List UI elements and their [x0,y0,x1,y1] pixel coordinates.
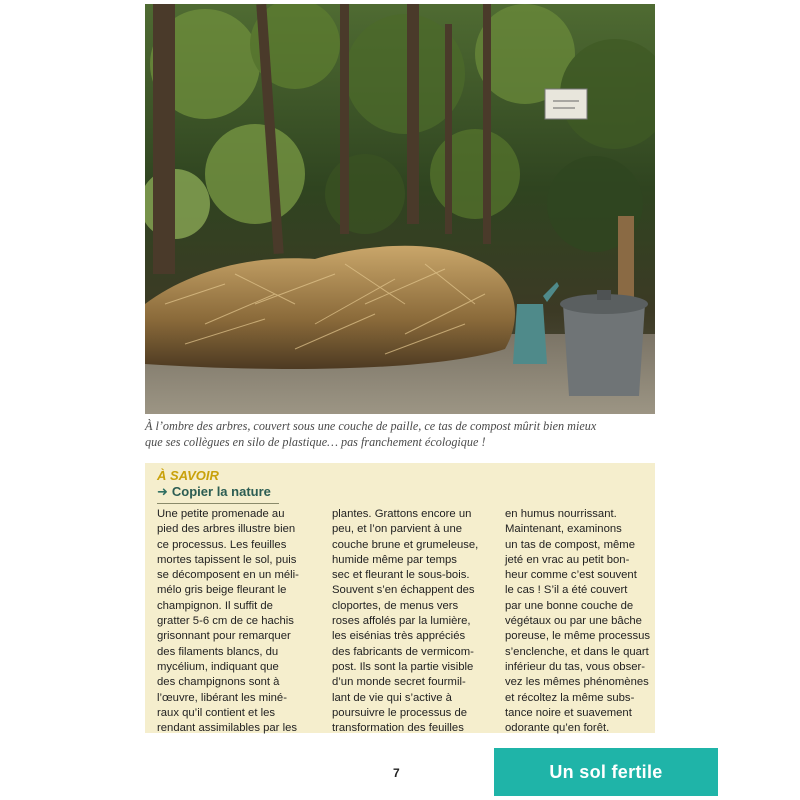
text-line: un tas de compost, même [505,538,635,551]
text-line: se décomposent en un méli- [157,569,299,582]
page-number: 7 [393,766,400,780]
text-line: vez les mêmes phénomènes [505,676,649,689]
text-line: pied des arbres illustre bien [157,523,296,536]
text-line: mortes tapissent le sol, puis [157,553,297,566]
box-title: Copier la nature [171,484,271,499]
text-line: Une petite promenade au [157,508,285,520]
caption-line-2: que ses collègues en silo de plastique… pas franchement écologique ! [145,435,486,449]
photo-caption [145,418,645,450]
text-line: plantes. Grattons encore un [332,508,472,520]
text-line: des fabricants de vermicom- [332,645,474,658]
text-line: jeté en vrac au petit bon- [505,553,630,566]
text-line: lant de vie qui s’active à [332,691,452,704]
text-line: d’un monde secret fourmil- [332,676,466,689]
text-line: l’œuvre, libérant les miné- [157,691,287,704]
text-line: mycélium, indiquant que [157,660,279,673]
text-line: rendant assimilables par les [157,722,298,735]
compost-photo [145,4,655,414]
text-line: par une bonne couche de [505,599,634,612]
text-line: humide même par temps [332,553,457,566]
text-line: Souvent s’en échappent des [332,584,475,597]
text-line: transformation des feuilles [332,722,464,735]
text-line: s’enclenche, et dans le quart [505,645,649,658]
text-line: Maintenant, examinons [505,523,622,536]
compost-pile-in-forest-photo [145,4,655,414]
text-line: des champignons sont à [157,676,280,689]
text-line: ce processus. Les feuilles [157,538,287,551]
text-line: et récoltez la même subs- [505,691,635,704]
text-line: sec et fleurant le sous-bois. [332,569,470,582]
caption-line-1: À l’ombre des arbres, couvert sous une couche de paille, ce tas de compost mûrit bien mieux [145,419,597,433]
arrow-right-icon: ➜ [157,484,168,499]
text-line: peu, et l’on parvient à une [332,523,463,536]
text-line: en humus nourrissant. [505,508,617,520]
text-line: post. Ils sont la partie visible [332,660,474,673]
text-line: poursuivre le processus de [332,706,468,719]
text-line: les eisénias très appréciés [332,630,466,643]
box-title-row [157,483,279,504]
box-kicker: À SAVOIR [157,468,219,483]
text-column-2 [332,507,482,736]
text-line: poreuse, le même processus [505,630,651,643]
text-line: heur comme c’est souvent [505,569,637,582]
text-line: raux qu’il contient et les [157,706,276,719]
text-line: gratter 5-6 cm de ce hachis [157,615,294,628]
text-line: tance noire et suavement [505,706,632,719]
section-tab: Un sol fertile [494,748,718,796]
text-line: couche brune et grumeleuse, [332,538,479,551]
text-line: le cas ! S’il a été couvert [505,584,628,597]
text-line: cloportes, de menus vers [332,599,459,612]
text-line: végétaux ou par une bâche [505,615,642,628]
text-line: odorante qu’en forêt. [505,722,610,735]
text-line: grisonnant pour remarquer [157,630,291,643]
info-box [145,463,655,733]
text-column-1 [157,507,307,736]
text-line: mélo gris beige fleurant le [157,584,287,597]
text-line: inférieur du tas, vous obser- [505,660,646,673]
text-line: champignon. Il suffit de [157,599,273,612]
text-line: roses affolés par la lumière, [332,615,471,628]
text-column-3 [505,507,650,736]
text-line: des filaments blancs, du [157,645,279,658]
